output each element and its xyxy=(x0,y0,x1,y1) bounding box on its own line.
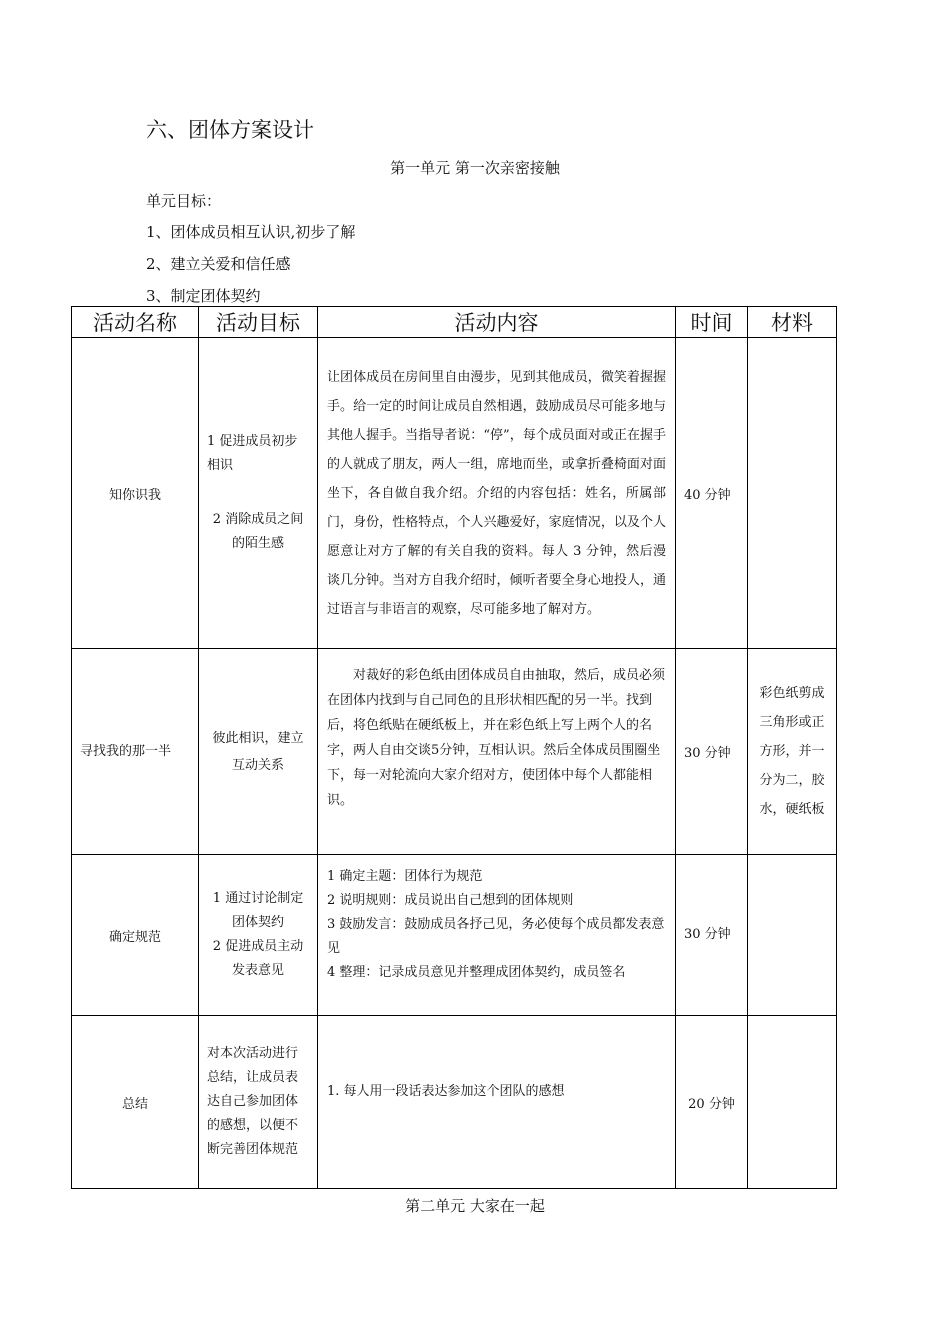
table-row xyxy=(72,855,837,1016)
activity-content: 1. 每人用一段话表达参加这个团队的感想 xyxy=(318,1016,676,1189)
activity-name: 总结 xyxy=(72,1016,199,1189)
unit-goal-item: 2、建立关爱和信任感 xyxy=(146,255,291,273)
goal-line: 2 促进成员主动发表意见 xyxy=(212,939,304,978)
unit2-title: 第二单元 大家在一起 xyxy=(405,1197,545,1215)
content-item: 2 说明规则：成员说出自己想到的团体规则 xyxy=(327,893,574,908)
section-title: 六、团体方案设计 xyxy=(146,118,314,142)
activity-time: 30 分钟 xyxy=(676,649,748,855)
content-item: 3 鼓励发言：鼓励成员各抒己见，务必使每个成员都发表意见 xyxy=(327,917,665,956)
header-activity-goal: 活动目标 xyxy=(199,307,318,338)
activity-material: 彩色纸剪成三角形或正方形，并一分为二，胶水，硬纸板 xyxy=(748,649,837,855)
content-item: 1 确定主题：团体行为规范 xyxy=(327,869,483,884)
activity-goal: 对本次活动进行总结，让成员表达自己参加团体的感想，以便不断完善团体规范 xyxy=(199,1016,318,1189)
activity-content: 让团体成员在房间里自由漫步，见到其他成员，微笑着握握手。给一定的时间让成员自然相遇，鼓励成员尽可能多地与其他人握手。当指导者说：“停”，每个成员面对或正在握手的人就成了朋友，两人一组，席地而坐，或拿折叠椅面对面坐下，各自做自我介绍。介绍的内容包括：姓名，所属部门，身份，性格特点，个人兴趣爱好，家庭情况，以及个人愿意让对方了解的有关自我的资料。每人 3 分钟，然后漫谈几分钟。当对方自我介绍时，倾听者要全身心地投人，通过语言与非语言的观察，尽可能多地了解对方。 xyxy=(318,338,676,649)
activity-table xyxy=(71,306,837,1189)
activity-time: 20 分钟 xyxy=(676,1016,748,1189)
header-activity-name: 活动名称 xyxy=(72,307,199,338)
activity-goal xyxy=(199,338,318,649)
activity-time: 30 分钟 xyxy=(676,855,748,1016)
table-row xyxy=(72,338,837,649)
table-row xyxy=(72,1016,837,1189)
unit-goal-item: 1、团体成员相互认识,初步了解 xyxy=(146,223,356,241)
header-time: 时间 xyxy=(676,307,748,338)
unit1-title: 第一单元 第一次亲密接触 xyxy=(390,159,560,177)
table-header-row xyxy=(72,307,837,338)
activity-material xyxy=(748,338,837,649)
header-material: 材料 xyxy=(748,307,837,338)
activity-name: 确定规范 xyxy=(72,855,199,1016)
content-item: 4 整理：记录成员意见并整理成团体契约，成员签名 xyxy=(327,965,626,980)
activity-time: 40 分钟 xyxy=(676,338,748,649)
activity-name: 知你识我 xyxy=(72,338,199,649)
activity-material xyxy=(748,855,837,1016)
unit-goal-item: 3、制定团体契约 xyxy=(146,287,261,305)
activity-goal xyxy=(199,855,318,1016)
goal-line: 2 消除成员之间的陌生感 xyxy=(212,512,304,551)
activity-goal: 彼此相识，建立互动关系 xyxy=(199,649,318,855)
activity-content xyxy=(318,855,676,1016)
header-activity-content: 活动内容 xyxy=(318,307,676,338)
activity-name: 寻找我的那一半 xyxy=(72,649,199,855)
unit-goal-label: 单元目标： xyxy=(146,192,222,210)
goal-line: 1 促进成员初步相识 xyxy=(207,434,298,473)
activity-material xyxy=(748,1016,837,1189)
activity-content: 对裁好的彩色纸由团体成员自由抽取，然后，成员必须在团体内找到与自己同色的且形状相匹配的另一半。找到后，将色纸贴在硬纸板上，并在彩色纸上写上两个人的名字，两人自由交谈5分钟，互相认识。然后全体成员围圈坐下，每一对轮流向大家介绍对方，使团体中每个人都能相识。 xyxy=(318,649,676,855)
goal-line: 1 通过讨论制定团体契约 xyxy=(212,891,304,930)
table-row xyxy=(72,649,837,855)
